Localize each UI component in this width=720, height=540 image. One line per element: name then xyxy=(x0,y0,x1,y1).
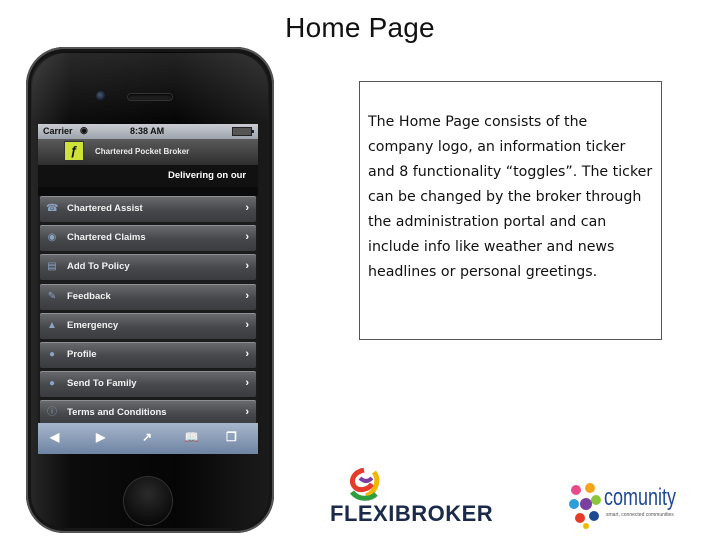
info-ticker: Delivering on our xyxy=(38,165,258,187)
menu-item-label: Terms and Conditions xyxy=(67,407,167,419)
flexibroker-wordmark: FLEXIBROKER xyxy=(330,501,494,526)
comunity-mark-icon xyxy=(566,480,604,530)
phone-icon: ☎ xyxy=(46,203,59,214)
forward-icon[interactable]: ▶ xyxy=(96,430,106,444)
app-header xyxy=(38,139,258,165)
back-icon[interactable]: ◀ xyxy=(50,430,60,444)
camera-icon xyxy=(96,91,106,101)
chevron-right-icon: › xyxy=(245,260,249,273)
chevron-right-icon: › xyxy=(245,406,249,419)
document-icon: ▤ xyxy=(47,261,57,273)
menu-item-label: Chartered Assist xyxy=(67,203,143,214)
menu-item-label: Feedback xyxy=(67,290,111,302)
menu-item-label: Chartered Claims xyxy=(67,232,146,244)
menu-item-label: Add To Policy xyxy=(67,261,130,273)
car-icon: ◉ xyxy=(47,232,57,244)
ticker-divider xyxy=(38,187,258,196)
menu-item-feedback[interactable] xyxy=(40,284,256,310)
chevron-right-icon: › xyxy=(245,202,249,214)
people-icon: ● xyxy=(48,378,56,390)
menu-item-label: Emergency xyxy=(67,319,119,331)
pages-icon[interactable]: ❐ xyxy=(226,430,237,444)
flexibroker-logo xyxy=(330,468,514,526)
status-bar xyxy=(38,124,258,139)
description-text: The Home Page consists of the company logo, an information ticker and 8 functionality “toggles”. The ticker can be changed by the broker through the administration portal and can include info like weather and news headlines or personal greetings. xyxy=(368,114,653,280)
phone-screen xyxy=(38,124,258,454)
speaker-grille xyxy=(128,94,172,100)
menu-item-send-to-family[interactable] xyxy=(40,371,256,397)
app-logo-icon: ƒ xyxy=(64,141,84,161)
status-time: 8:38 AM xyxy=(130,126,165,136)
browser-toolbar xyxy=(38,423,258,454)
chevron-right-icon: › xyxy=(245,347,249,360)
flexibroker-mark-icon xyxy=(346,468,382,502)
warning-icon: ▲ xyxy=(47,319,57,331)
person-icon: ● xyxy=(48,348,56,360)
pen-icon: ✎ xyxy=(47,290,57,302)
comunity-tagline: smart, connected communities xyxy=(606,512,674,518)
carrier-label: Carrier xyxy=(43,126,73,136)
bookmarks-icon[interactable]: 📖 xyxy=(184,430,199,444)
app-title: Chartered Pocket Broker xyxy=(95,147,190,156)
menu-item-label: Profile xyxy=(67,348,97,360)
menu-item-label: Send To Family xyxy=(67,378,137,390)
menu-item-chartered-assist[interactable] xyxy=(40,196,256,222)
menu-item-chartered-claims[interactable] xyxy=(40,225,256,251)
description-box xyxy=(359,81,662,340)
battery-icon xyxy=(232,127,252,136)
menu-item-profile[interactable] xyxy=(40,342,256,368)
chevron-right-icon: › xyxy=(245,318,249,331)
home-button[interactable] xyxy=(124,477,172,525)
chevron-right-icon: › xyxy=(245,289,249,302)
menu-item-add-to-policy[interactable] xyxy=(40,254,256,280)
share-icon[interactable]: ↗ xyxy=(142,430,153,444)
menu-item-emergency[interactable] xyxy=(40,313,256,339)
toggle-menu xyxy=(40,196,256,430)
chevron-right-icon: › xyxy=(245,377,249,390)
phone-glare xyxy=(32,53,268,123)
slide-title: Home Page xyxy=(285,12,435,43)
comunity-wordmark: comunity xyxy=(604,484,677,511)
info-icon: ⓘ xyxy=(47,407,57,419)
comunity-logo xyxy=(566,480,680,532)
chevron-right-icon: › xyxy=(245,231,249,244)
wifi-icon: ◉ xyxy=(80,125,88,135)
